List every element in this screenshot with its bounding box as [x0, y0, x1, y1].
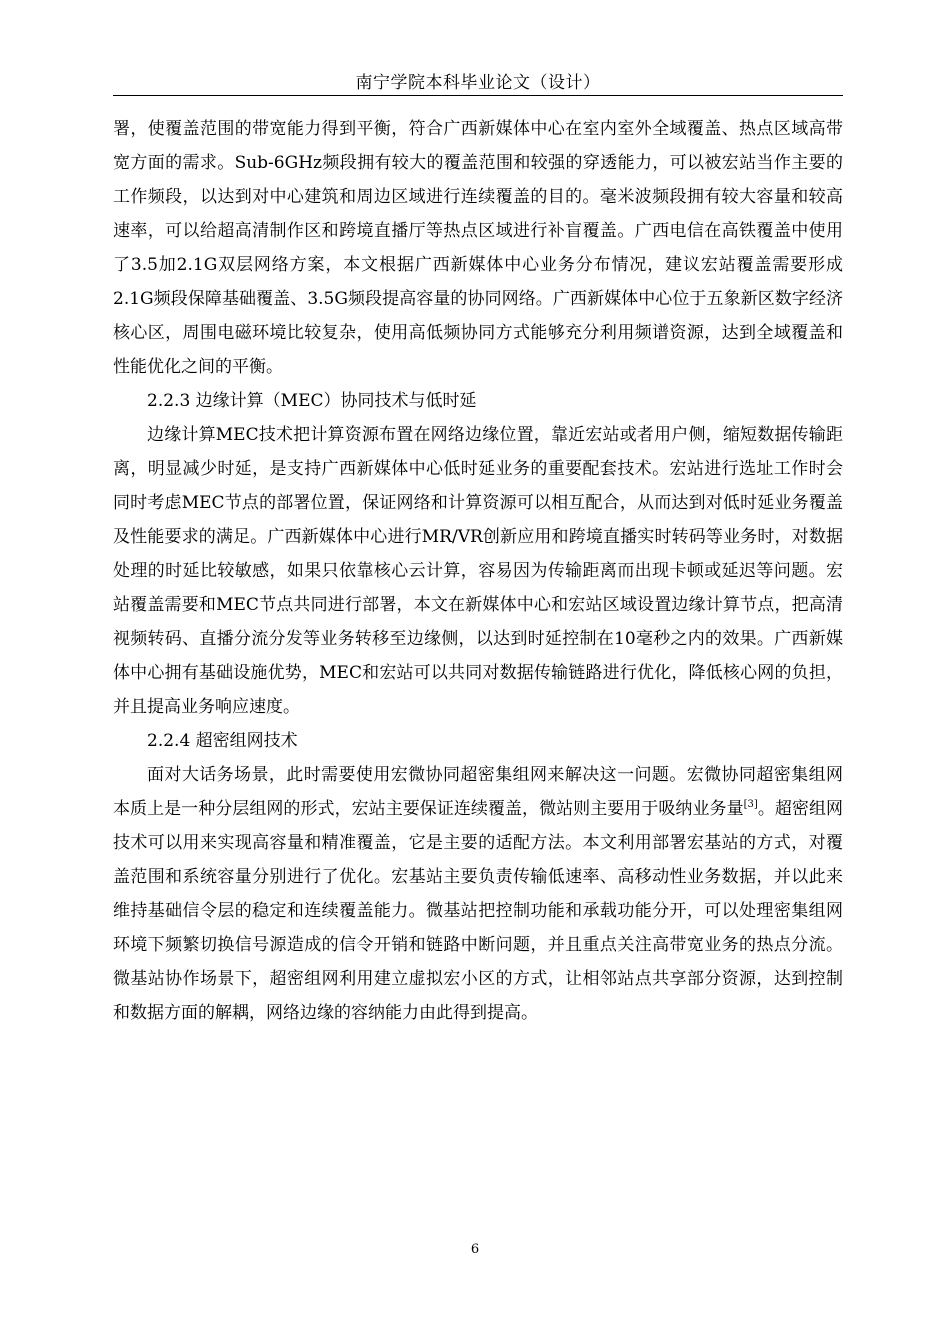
paragraph-mec: 边缘计算MEC技术把计算资源布置在网络边缘位置，靠近宏站或者用户侧，缩短数据传输距离，明显减少时延，是支持广西新媒体中心低时延业务的重要配套技术。宏站进行选址工作时会同时考虑MEC节点的部署位置，保证网络和计算资源可以相互配合，从而达到对低时延业务覆盖及性能要求的满足。广西新媒体中心进行MR/VR创新应用和跨境直播实时转码等业务时，对数据处理的时延比较敏感，如果只依靠核心云计算，容易因为传输距离而出现卡顿或延迟等问题。宏站覆盖需要和MEC节点共同进行部署，本文在新媒体中心和宏站区域设置边缘计算节点，把高清视频转码、直播分流分发等业务转移至边缘侧，以达到时延控制在10毫秒之内的效果。广西新媒体中心拥有基础设施优势，MEC和宏站可以共同对数据传输链路进行优化，降低核心网的负担，并且提高业务响应速度。 — [113, 425, 843, 717]
paragraph-text: 面对大话务场景，此时需要使用宏微协同超密集组网来解决这一问题。宏微协同超密集组网本质上是一种分层组网的形式，宏站主要保证连续覆盖，微站则主要用于吸纳业务量 — [113, 765, 843, 819]
header-rule — [113, 95, 843, 96]
page-header-title: 南宁学院本科毕业论文（设计） — [355, 73, 601, 93]
section-heading-2-2-3: 2.2.3 边缘计算（MEC）协同技术与低时延 — [147, 391, 477, 411]
document-body — [113, 112, 843, 1030]
page-number: 6 — [470, 1242, 480, 1257]
section-heading-2-2-4: 2.2.4 超密组网技术 — [147, 731, 298, 751]
paragraph-text: 。超密组网技术可以用来实现高容量和精准覆盖，它是主要的适配方法。本文利用部署宏基站的方式，对覆盖范围和系统容量分别进行了优化。宏基站主要负责传输低速率、高移动性业务数据，并以此来维持基础信令层的稳定和连续覆盖能力。微基站把控制功能和承载功能分开，可以处理密集组网环境下频繁切换信号源造成的信令开销和链路中断问题，并且重点关注高带宽业务的热点分流。微基站协作场景下，超密组网利用建立虚拟宏小区的方式，让相邻站点共享部分资源，达到控制和数据方面的解耦，网络边缘的容纳能力由此得到提高。 — [113, 799, 843, 1023]
citation-reference[interactable]: [3] — [743, 799, 758, 810]
paragraph-ultra-dense — [113, 758, 843, 1030]
paragraph-continued: 署，使覆盖范围的带宽能力得到平衡，符合广西新媒体中心在室内室外全域覆盖、热点区域高带宽方面的需求。Sub-6GHz频段拥有较大的覆盖范围和较强的穿透能力，可以被宏站当作主要的工作频段，以达到对中心建筑和周边区域进行连续覆盖的目的。毫米波频段拥有较大容量和较高速率，可以给超高清制作区和跨境直播厅等热点区域进行补盲覆盖。广西电信在高铁覆盖中使用了3.5加2.1G双层网络方案，本文根据广西新媒体中心业务分布情况，建议宏站覆盖需要形成2.1G频段保障基础覆盖、3.5G频段提高容量的协同网络。广西新媒体中心位于五象新区数字经济核心区，周围电磁环境比较复杂，使用高低频协同方式能够充分利用频谱资源，达到全域覆盖和性能优化之间的平衡。 — [113, 119, 843, 377]
